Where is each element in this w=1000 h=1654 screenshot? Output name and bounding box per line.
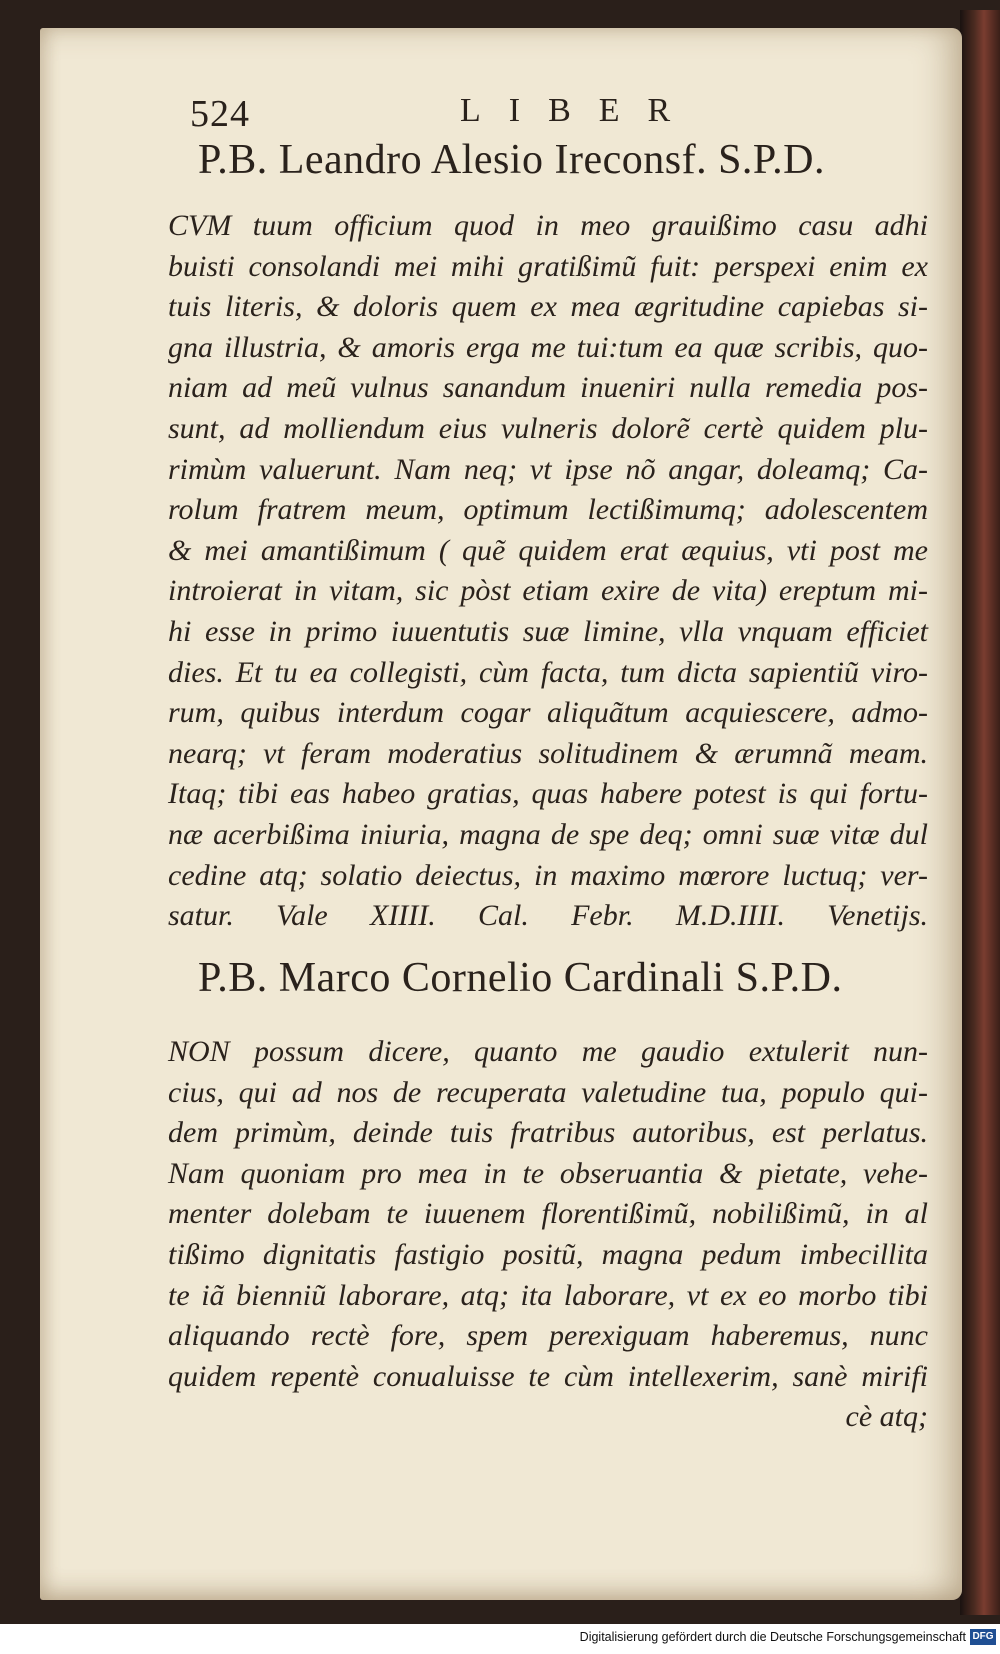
text-line: niam ad meũ vulnus sanandum inueniri nulla remedia pos- bbox=[168, 371, 928, 405]
footer-credit: Digitalisierung gefördert durch die Deutsche Forschungsgemeinschaft bbox=[579, 1630, 966, 1644]
text-line: gna illustria, & amoris erga me tui:tum ea quæ scribis, quo- bbox=[168, 330, 928, 364]
text-line: rimùm valuerunt. Nam neq; vt ipse nõ angar, doleamq; Ca- bbox=[168, 452, 928, 486]
running-head: LIBER bbox=[460, 92, 699, 129]
text-line: Nam quoniam pro mea in te obseruantia & pietate, vehe- bbox=[168, 1156, 928, 1190]
text-line: & mei amantißimum ( quẽ quidem erat æquius, vti post me bbox=[168, 533, 928, 567]
footer-bar bbox=[0, 1624, 1000, 1654]
text-line: cius, qui ad nos de recuperata valetudine tua, populo qui- bbox=[168, 1075, 928, 1109]
letter-body-2 bbox=[168, 1032, 928, 1438]
text-line: rum, quibus interdum cogar aliquãtum acquiescere, admo- bbox=[168, 696, 928, 730]
text-line: buisti consolandi mei mihi gratißimũ fuit: perspexi enim ex bbox=[168, 249, 928, 283]
text-line: rolum fratrem meum, optimum lectißimumq; adolescentem bbox=[168, 493, 928, 527]
text-line-closing: satur. Vale XIIII. Cal. Febr. M.D.IIII. Venetijs. bbox=[168, 899, 928, 933]
text-line: te iã bienniũ laborare, atq; ita laborare, vt ex eo morbo tibi bbox=[168, 1278, 928, 1312]
text-line: nearq; vt feram moderatius solitudinem & ærumnã meam. bbox=[168, 736, 928, 770]
letter-heading-2: P.B. Marco Cornelio Cardinali S.P.D. bbox=[198, 955, 843, 1001]
text-line: næ acerbißima iniuria, magna de spe deq; omni suæ vitæ dul bbox=[168, 817, 928, 851]
text-line: CVM tuum officium quod in meo grauißimo casu adhi bbox=[168, 209, 928, 242]
book-page bbox=[40, 28, 962, 1600]
book-edge bbox=[960, 10, 1000, 1615]
text-line: Itaq; tibi eas habeo gratias, quas habere potest is qui fortu- bbox=[168, 777, 928, 811]
text-line: aliquando rectè fore, spem perexiguam haberemus, nunc bbox=[168, 1319, 928, 1353]
text-line: NON possum dicere, quanto me gaudio extulerit nun- bbox=[168, 1035, 928, 1068]
text-line: introierat in vitam, sic pòst etiam exire de vita) ereptum mi- bbox=[168, 574, 928, 608]
text-line: sunt, ad molliendum eius vulneris dolorẽ certè quidem plu- bbox=[168, 411, 928, 445]
letter-heading-1: P.B. Leandro Alesio Ireconsf. S.P.D. bbox=[198, 137, 825, 183]
catchword: cè atq; bbox=[845, 1400, 928, 1434]
text-line: dies. Et tu ea collegisti, cùm facta, tum dicta sapientiũ viro- bbox=[168, 655, 928, 689]
text-line: menter dolebam te iuuenem florentißimũ, nobilißimũ, in al bbox=[168, 1197, 928, 1231]
text-line: cedine atq; solatio deiectus, in maximo mœrore luctuq; ver- bbox=[168, 858, 928, 892]
text-line: tißimo dignitatis fastigio positũ, magna pedum imbecillita bbox=[168, 1237, 928, 1271]
text-line: hi esse in primo iuuentutis suæ limine, vlla vnquam efficiet bbox=[168, 614, 928, 648]
text-line: quidem repentè conualuisse te cùm intellexerim, sanè mirifi bbox=[168, 1359, 928, 1393]
dfg-logo: DFG bbox=[970, 1629, 996, 1645]
text-line: tuis literis, & doloris quem ex mea ægritudine capiebas si- bbox=[168, 290, 928, 324]
text-line: dem primùm, deinde tuis fratribus autoribus, est perlatus. bbox=[168, 1116, 928, 1150]
page-number: 524 bbox=[190, 93, 250, 135]
letter-body-1 bbox=[168, 206, 928, 937]
